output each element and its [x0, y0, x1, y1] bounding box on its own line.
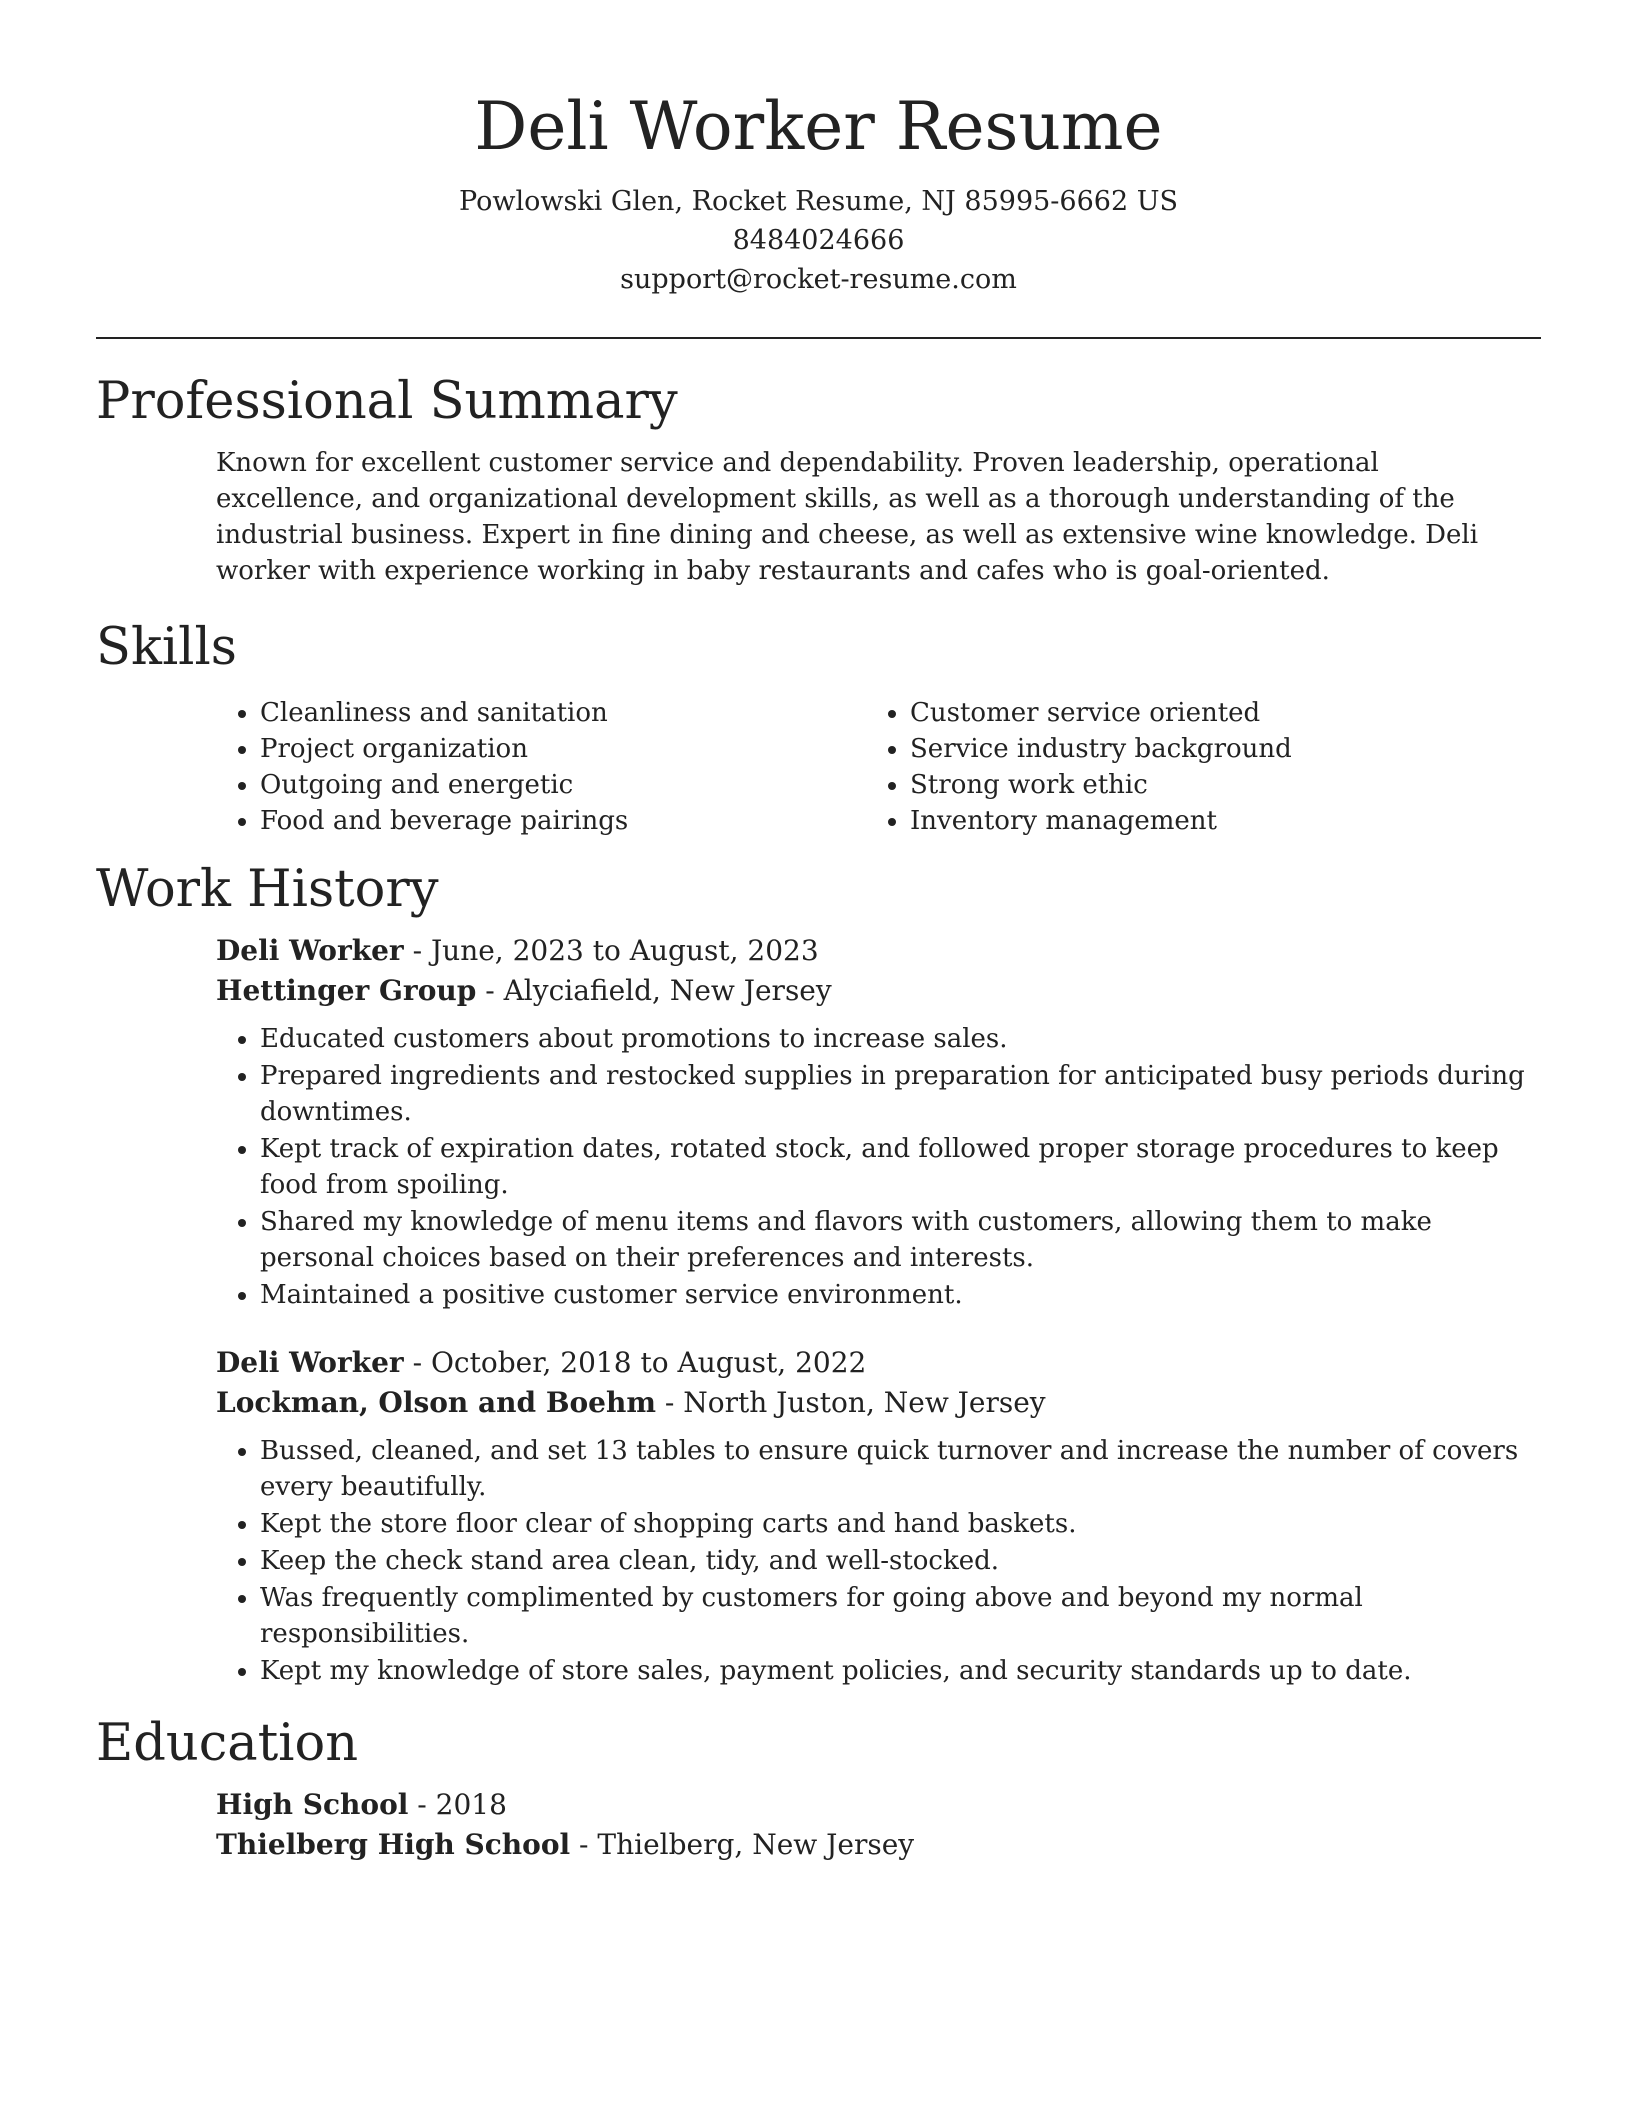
job-title: Deli Worker: [216, 934, 404, 967]
job-title: Deli Worker: [216, 1346, 404, 1379]
summary-section: [96, 369, 1541, 589]
job-bullet: • Kept the store floor clear of shopping carts and hand baskets.: [260, 1506, 1541, 1542]
education-degree-line: [216, 1785, 1541, 1825]
skills-list-right: [866, 695, 1516, 839]
work-section: [96, 857, 1541, 1689]
skill-item: • Inventory management: [910, 803, 1516, 839]
job-company-line: [216, 971, 1541, 1011]
job-entry: [216, 931, 1541, 1011]
education-entry: [216, 1785, 1541, 1865]
skill-item: • Strong work ethic: [910, 767, 1516, 803]
job-bullet: • Shared my knowledge of menu items and flavors with customers, allowing them to make personal choices based on their preferences and interests.: [260, 1204, 1541, 1276]
contact-address: Powlowski Glen, Rocket Resume, NJ 85995-6662 US: [459, 186, 1178, 217]
job-company: Hettinger Group: [216, 974, 477, 1007]
contact-email: support@rocket-resume.com: [620, 264, 1017, 295]
job-bullet: • Keep the check stand area clean, tidy, and well-stocked.: [260, 1543, 1541, 1579]
job-bullet: • Prepared ingredients and restocked supplies in preparation for anticipated busy periods during downtimes.: [260, 1058, 1541, 1130]
education-school: Thielberg High School: [216, 1828, 571, 1861]
work-heading: Work History: [96, 860, 439, 919]
education-location: - Thielberg, New Jersey: [570, 1828, 915, 1861]
job-dates: - June, 2023 to August, 2023: [403, 934, 819, 967]
resume-header: [96, 0, 1541, 299]
job-title-line: [216, 1343, 1541, 1383]
skill-item: • Cleanliness and sanitation: [260, 695, 866, 731]
job-bullet: • Maintained a positive customer service environment.: [260, 1277, 1541, 1313]
job-bullet: • Kept track of expiration dates, rotated stock, and followed proper storage procedures to keep food from spoiling.: [260, 1131, 1541, 1203]
job-dates: - October, 2018 to August, 2022: [403, 1346, 867, 1379]
job-bullets: [216, 1433, 1541, 1689]
contact-info: [96, 182, 1541, 299]
job-title-line: [216, 931, 1541, 971]
job-bullet: • Kept my knowledge of store sales, payment policies, and security standards up to date.: [260, 1653, 1541, 1689]
skill-item: • Outgoing and energetic: [260, 767, 866, 803]
header-divider: [96, 337, 1541, 339]
job-bullets: [216, 1021, 1541, 1313]
skills-list-left: [216, 695, 866, 839]
education-year: - 2018: [408, 1788, 507, 1821]
skill-item: • Customer service oriented: [910, 695, 1516, 731]
job-bullet: • Educated customers about promotions to increase sales.: [260, 1021, 1541, 1057]
education-school-line: [216, 1825, 1541, 1865]
job-bullet: • Bussed, cleaned, and set 13 tables to ensure quick turnover and increase the number of covers every beautifully.: [260, 1433, 1541, 1505]
resume-page: [96, 0, 1541, 1865]
skills-columns: [216, 695, 1541, 839]
skill-item: • Service industry background: [910, 731, 1516, 767]
skill-item: • Food and beverage pairings: [260, 803, 866, 839]
summary-text: Known for excellent customer service and dependability. Proven leadership, operational excellence, and organizational development skills, as well as a thorough understanding of the industrial business. Expert in fine dining and cheese, as well as extensive wine knowledge. Deli worker with experience working in baby restaurants and cafes who is goal-oriented.: [216, 448, 1479, 586]
job-bullet: • Was frequently complimented by customers for going above and beyond my normal responsibilities.: [260, 1580, 1541, 1652]
education-heading: Education: [96, 1714, 359, 1773]
skills-section: [96, 615, 1541, 839]
education-section: [96, 1711, 1541, 1865]
skill-item: • Project organization: [260, 731, 866, 767]
job-company: Lockman, Olson and Boehm: [216, 1386, 656, 1419]
education-degree: High School: [216, 1788, 409, 1821]
summary-heading: Professional Summary: [96, 372, 678, 431]
skills-heading: Skills: [96, 618, 237, 677]
job-location: - North Juston, New Jersey: [655, 1386, 1046, 1419]
resume-title: Deli Worker Resume: [474, 88, 1163, 165]
job-company-line: [216, 1383, 1541, 1423]
contact-phone: 8484024666: [732, 225, 905, 256]
job-entry: [216, 1343, 1541, 1423]
job-location: - Alyciafield, New Jersey: [476, 974, 832, 1007]
